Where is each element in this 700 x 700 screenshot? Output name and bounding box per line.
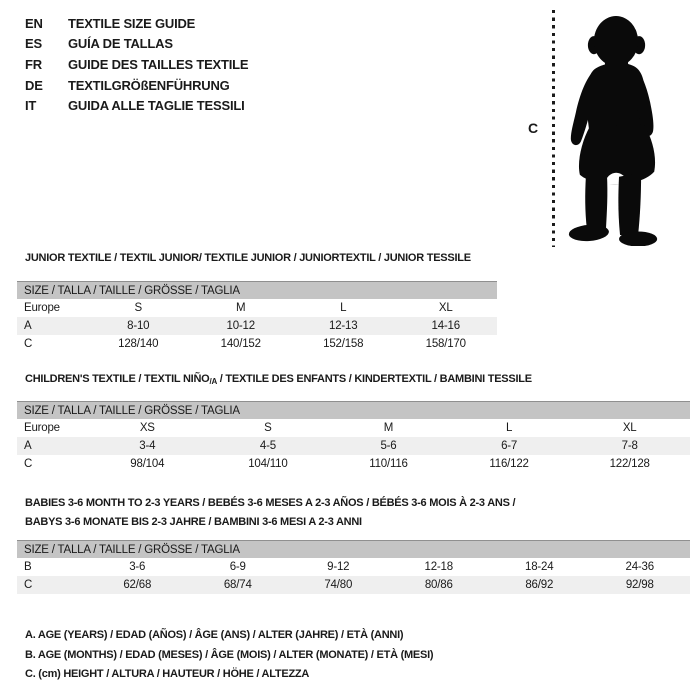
table-cell: 24-36 (625, 561, 654, 573)
table-header-size: SIZE / TALLA / TAILLE / GRÖSSE / TAGLIA (17, 540, 690, 558)
table-cell: 18-24 (525, 561, 554, 573)
lang-code: IT (25, 98, 37, 114)
table-row (17, 437, 690, 455)
table-cell: 6-9 (229, 561, 246, 573)
children-table-rows (17, 419, 690, 473)
lang-code: FR (25, 56, 42, 72)
table-cell: 10-12 (226, 320, 255, 332)
table-cell: 104/110 (248, 458, 288, 470)
lang-row-fr (25, 54, 248, 75)
lang-label: GUÍA DE TALLAS (68, 36, 173, 52)
footnotes (25, 626, 433, 685)
row-label: B (24, 561, 32, 573)
lang-label: TEXTILE SIZE GUIDE (68, 15, 196, 31)
table-row (17, 299, 497, 317)
table-cell: 110/116 (369, 458, 408, 470)
toddler-silhouette-image (563, 8, 665, 246)
lang-code: DE (25, 77, 43, 93)
table-header-size: SIZE / TALLA / TAILLE / GRÖSSE / TAGLIA (17, 281, 497, 299)
table-cell: L (340, 302, 347, 314)
table-row (17, 576, 690, 594)
title-children-post: / TEXTILE DES ENFANTS / KINDERTEXTIL / BAMBINI TESSILE (216, 373, 532, 385)
lang-row-de (25, 75, 248, 96)
table-row (17, 558, 690, 576)
table-cell: S (134, 302, 142, 314)
table-cell: 6-7 (501, 440, 518, 452)
lang-label: TEXTILGRÖßENFÜHRUNG (68, 77, 230, 93)
row-label: A (24, 440, 32, 452)
table-cell: XS (139, 422, 155, 434)
table-cell: 68/74 (223, 579, 252, 591)
table-cell: 158/170 (425, 338, 466, 350)
row-label: C (24, 579, 33, 591)
table-cell: 4-5 (259, 440, 276, 452)
lang-label: GUIDE DES TAILLES TEXTILE (68, 56, 249, 72)
table-cell: 12-18 (424, 561, 453, 573)
table-row (17, 455, 690, 473)
table-cell: 3-6 (129, 561, 146, 573)
table-cell: 12-13 (329, 320, 358, 332)
height-dashed-line (552, 10, 555, 247)
table-row (17, 419, 690, 437)
table-cell: 8-10 (127, 320, 150, 332)
section-title-babies (25, 494, 515, 532)
title-children-pre: CHILDREN'S TEXTILE / TEXTIL NIÑO (25, 373, 210, 385)
table-cell: L (505, 422, 513, 434)
junior-size-table (17, 281, 497, 353)
table-cell: 98/104 (130, 458, 165, 470)
lang-code: EN (25, 15, 43, 31)
title-children-sub: /A (209, 377, 217, 386)
section-title-children (25, 373, 532, 386)
height-marker-label: C (528, 120, 539, 136)
babies-table-rows (17, 558, 690, 594)
table-cell: 152/158 (323, 338, 364, 350)
table-header-size: SIZE / TALLA / TAILLE / GRÖSSE / TAGLIA (17, 401, 690, 419)
table-cell: 9-12 (327, 561, 350, 573)
table-cell: 116/122 (489, 458, 529, 470)
table-cell: 62/68 (123, 579, 152, 591)
table-cell: M (383, 422, 394, 434)
table-row (17, 335, 497, 353)
table-cell: 86/92 (525, 579, 554, 591)
lang-row-es (25, 34, 248, 55)
table-cell: 128/140 (118, 338, 159, 350)
lang-code: ES (25, 36, 42, 52)
footnote-height-cm: C. (cm) HEIGHT / ALTURA / HAUTEUR / HÖHE / ALTEZZA (25, 668, 310, 680)
table-cell: XL (438, 302, 453, 314)
lang-row-it (25, 95, 248, 116)
table-cell: 140/152 (220, 338, 261, 350)
table-cell: XL (622, 422, 637, 434)
children-size-table (17, 401, 690, 473)
table-cell: 92/98 (625, 579, 654, 591)
table-cell: 7-8 (621, 440, 638, 452)
language-header-block (25, 13, 248, 116)
table-cell: 80/86 (424, 579, 453, 591)
footnote-age-months: B. AGE (MONTHS) / EDAD (MESES) / ÂGE (MOIS) / ALTER (MONATE) / ETÀ (MESI) (25, 648, 434, 661)
row-label: C (24, 458, 33, 470)
table-cell: 14-16 (431, 320, 460, 332)
table-cell: 122/128 (609, 458, 650, 470)
babies-size-table (17, 540, 690, 594)
row-label: Europe (24, 302, 60, 314)
table-row (17, 317, 497, 335)
lang-row-en (25, 13, 248, 34)
table-cell: M (236, 302, 246, 314)
row-label: C (24, 338, 33, 350)
table-cell: 3-4 (139, 440, 156, 452)
table-cell: 74/80 (324, 579, 353, 591)
row-label: A (24, 320, 32, 332)
junior-table-rows (17, 299, 497, 353)
section-title-junior: JUNIOR TEXTILE / TEXTIL JUNIOR/ TEXTILE JUNIOR / JUNIORTEXTIL / JUNIOR TESSILE (25, 252, 471, 264)
footnote-age-years: A. AGE (YEARS) / EDAD (AÑOS) / ÂGE (ANS) / ALTER (JAHRE) / ETÀ (ANNI) (25, 629, 404, 641)
lang-label: GUIDA ALLE TAGLIE TESSILI (68, 98, 245, 114)
title-babies-line-1: BABIES 3-6 MONTH TO 2-3 YEARS / BEBÉS 3-6 MESES A 2-3 AÑOS / BÉBÉS 3-6 MOIS À 2-3 ANS / (25, 497, 516, 509)
title-babies-line-2: BABYS 3-6 MONATE BIS 2-3 JAHRE / BAMBINI 3-6 MESI A 2-3 ANNI (25, 516, 362, 528)
table-cell: S (264, 422, 272, 434)
row-label: Europe (24, 422, 60, 434)
table-cell: 5-6 (380, 440, 397, 452)
